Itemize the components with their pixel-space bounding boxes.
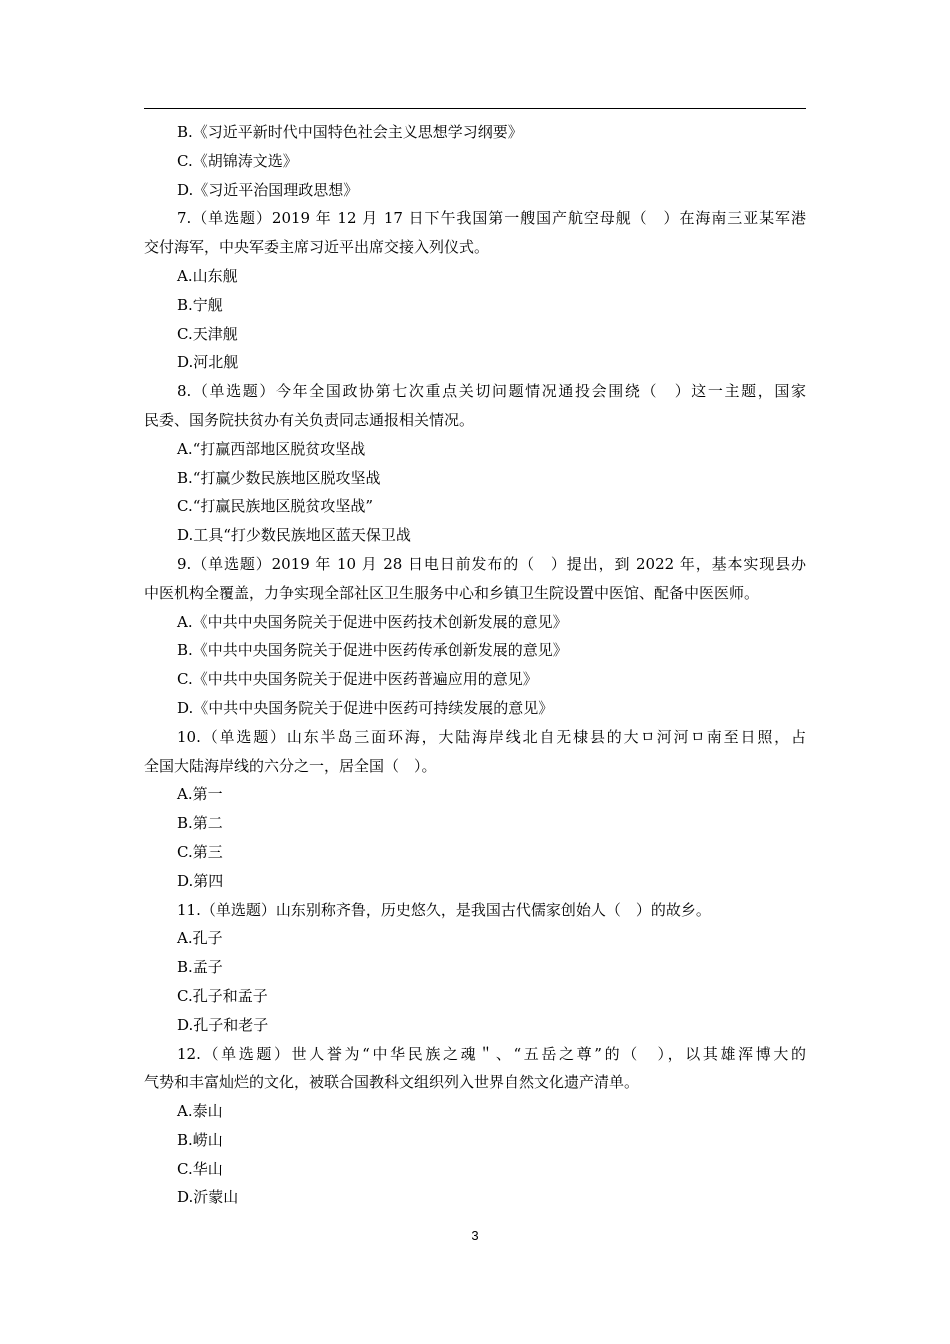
- answer-option: C.第三: [177, 842, 223, 861]
- answer-option: B.《中共中央国务院关于促进中医药传承创新发展的意见》: [177, 641, 568, 660]
- question-text-line: 10.（单选题）山东半岛三面环海，大陆海岸线北自无棣县的大ㅁ河河ㅁ南至日照，占: [177, 727, 806, 746]
- answer-option: C.《胡锦涛文选》: [177, 151, 298, 170]
- question-text-line: 全国大陆海岸线的六分之一，居全国（ ）。: [144, 756, 437, 775]
- question-text-line: 中医机构全覆盖，力争实现全部社区卫生服务中心和乡镇卫生院设置中医馆、配备中医医师。: [144, 583, 760, 602]
- answer-option: D.第四: [177, 871, 224, 890]
- answer-option: A.孔子: [177, 929, 223, 948]
- question-text-line: 9.（单选题）2019 年 10 月 28 日电日前发布的（ ）提出，到 2022 年，基本实现县办: [177, 554, 806, 573]
- question-text-line: 交付海军，中央军委主席习近平出席交接入列仪式。: [144, 238, 490, 257]
- question-text-line: 12.（单选题）世人誉为“中华民族之魂＂、“五岳之尊”的（ ），以其雄浑博大的: [177, 1044, 806, 1063]
- question: [144, 204, 806, 262]
- answer-option: A.“打赢西部地区脱贫攻坚战: [177, 439, 366, 458]
- answer-option: B.崂山: [177, 1130, 223, 1149]
- answer-option: B.《习近平新时代中国特色社会主义思想学习纲要》: [177, 123, 523, 141]
- answer-option: B.孟子: [177, 958, 223, 977]
- question-text-line: 7.（单选题）2019 年 12 月 17 日下午我国第一艘国产航空母舰（ ）在海南三亚某军港: [177, 209, 806, 228]
- answer-option: D.《习近平治国理政思想》: [177, 180, 359, 199]
- question-text-line: 气势和丰富灿烂的文化，被联合国教科文组织列入世界自然文化遗产清单。: [144, 1073, 640, 1092]
- answer-option: D.孔子和老子: [177, 1015, 269, 1034]
- answer-option: C.“打赢民族地区脱贫攻坚战”: [177, 497, 374, 516]
- answer-option: D.沂蒙山: [177, 1188, 239, 1207]
- answer-option: C.天津舰: [177, 324, 238, 343]
- answer-option: B.第二: [177, 814, 223, 833]
- answer-option: D.《中共中央国务院关于促进中医药可持续发展的意见》: [177, 698, 554, 717]
- question: [144, 723, 806, 781]
- answer-option: B.宁舰: [177, 295, 223, 314]
- question-text-line: 8.（单选题）今年全国政协第七次重点关切问题情况通投会围绕（ ）这一主题，国家: [177, 382, 806, 401]
- answer-option: A.山东舰: [177, 266, 238, 285]
- document-body: [144, 118, 806, 1212]
- answer-option: C.华山: [177, 1159, 223, 1178]
- question-text-line: 民委、国务院扶贫办有关负责同志通报相关情况。: [144, 410, 475, 429]
- answer-option: C.孔子和孟子: [177, 986, 268, 1005]
- question: [144, 1040, 806, 1098]
- answer-option: A.《中共中央国务院关于促进中医药技术创新发展的意见》: [177, 612, 568, 631]
- answer-option: B.“打赢少数民族地区脱攻坚战: [177, 468, 381, 487]
- answer-option: A.泰山: [177, 1102, 223, 1121]
- question: [144, 896, 806, 925]
- question: [144, 377, 806, 435]
- answer-option: D.工具“打少数民族地区蓝天保卫战: [177, 526, 411, 545]
- question: [144, 550, 806, 608]
- header-rule: [144, 108, 806, 109]
- answer-option: D.河北舰: [177, 353, 239, 372]
- page-number: 3: [471, 1228, 479, 1243]
- question-text-line: 11.（单选题）山东别称齐鲁，历史悠久，是我国古代儒家创始人（ ）的故乡。: [177, 900, 711, 919]
- answer-option: C.《中共中央国务院关于促进中医药普遍应用的意见》: [177, 670, 538, 689]
- answer-option: A.第一: [177, 785, 223, 804]
